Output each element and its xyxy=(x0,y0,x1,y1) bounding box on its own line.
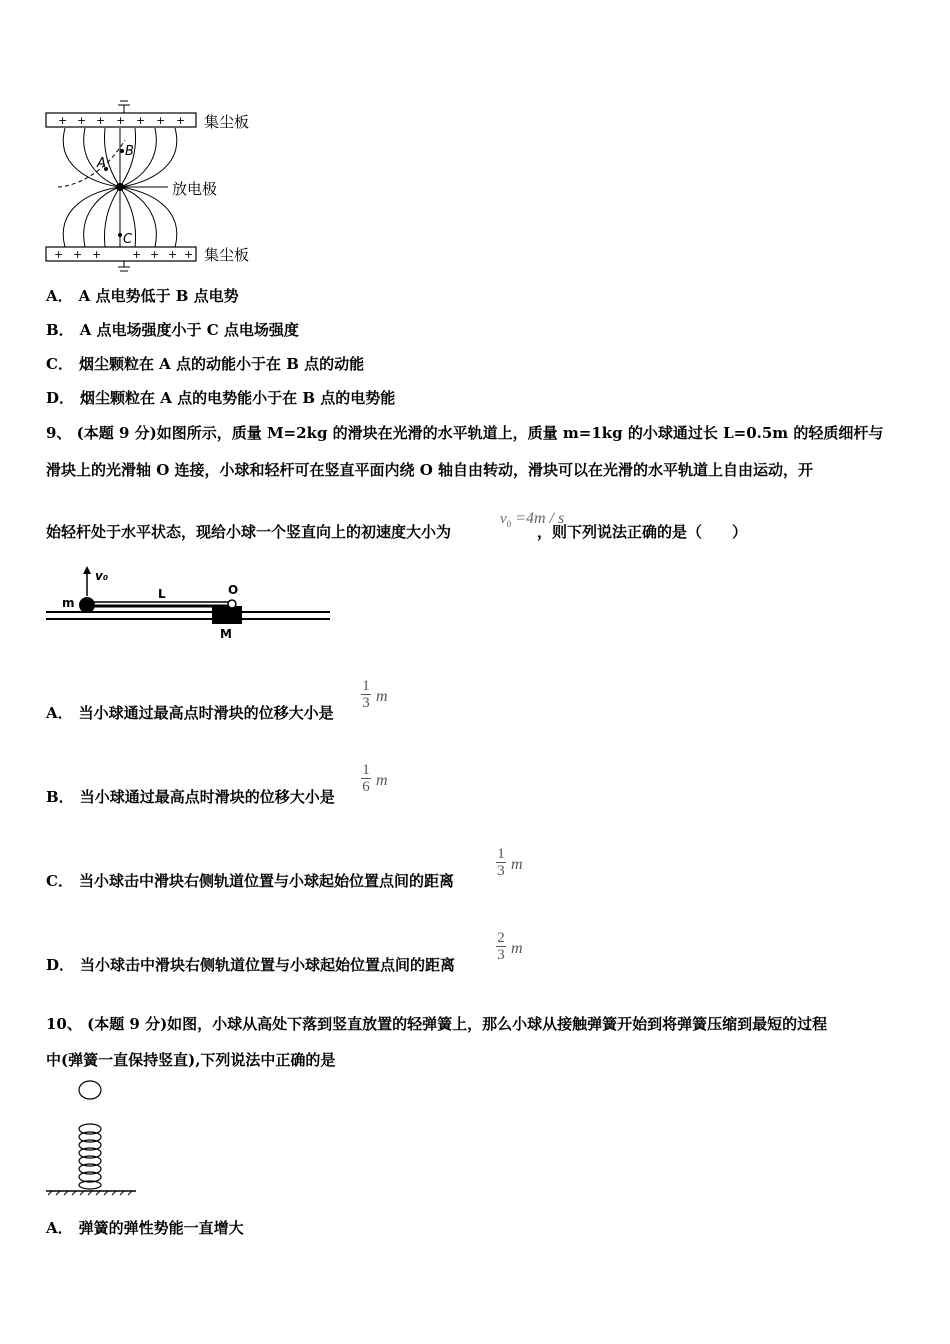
top-plate-label: 集尘板 xyxy=(204,113,250,131)
svg-text:+: + xyxy=(136,114,146,127)
svg-text:+: + xyxy=(132,248,142,261)
q9-option-d: D． 当小球击中滑块右侧轨道位置与小球起始位置点间的距离 xyxy=(46,956,456,974)
q8-option-d: D． 烟尘颗粒在 A 点的电势能小于在 B 点的电势能 xyxy=(46,389,396,407)
bottom-plate-label: 集尘板 xyxy=(204,246,250,264)
q9-stem-line3: 始轻杆处于水平状态，现给小球一个竖直向上的初速度大小为 ，则下列说法正确的是（ ） xyxy=(46,523,748,541)
q8-option-b: B． A 点电场强度小于 C 点电场强度 xyxy=(46,321,299,339)
svg-text:+: + xyxy=(92,248,102,261)
q9-option-d-fraction: 2 3 xyxy=(497,930,505,963)
svg-text:+: + xyxy=(77,114,87,127)
q9-option-b: B． 当小球通过最高点时滑块的位移大小是 xyxy=(46,788,335,806)
svg-text:+: + xyxy=(156,114,166,127)
mass-m-label: m xyxy=(62,596,75,610)
q9-stem-line1: 9、 (本题 9 分)如图所示，质量 M=2kg 的滑块在光滑的水平轨道上，质量 m=1kg 的小球通过长 L=0.5m 的轻质细杆与 xyxy=(46,424,884,442)
q9-option-c: C． 当小球击中滑块右侧轨道位置与小球起始位置点间的距离 xyxy=(46,872,454,890)
q9-stem-line2: 滑块上的光滑轴 O 连接，小球和轻杆可在竖直平面内绕 O 轴自由转动，滑块可以在光滑的水平轨道上自由运动，开 xyxy=(46,461,814,479)
q9-option-a-fraction: 1 3 xyxy=(362,678,370,711)
spring-ball-figure xyxy=(42,1076,142,1198)
q9-option-c-unit: m xyxy=(511,856,523,873)
q10-option-a: A． 弹簧的弹性势能一直增大 xyxy=(46,1219,244,1237)
bottom-plate-charges xyxy=(54,248,193,261)
q9-velocity-formula: $v_0 =4m / s$ xyxy=(500,510,565,529)
svg-text:+: + xyxy=(96,114,106,127)
svg-text:+: + xyxy=(168,248,178,261)
electrode-label: 放电极 xyxy=(172,180,218,198)
svg-text:+: + xyxy=(54,248,64,261)
axis-o-label: O xyxy=(228,583,239,597)
mass-big-m-label: M xyxy=(220,627,232,641)
slider-rod-figure xyxy=(40,562,340,644)
v0-label: v₀ xyxy=(95,569,109,583)
length-l-label: L xyxy=(158,587,166,601)
q9-option-d-unit: m xyxy=(511,940,523,957)
q9-option-a-unit: m xyxy=(376,688,388,705)
svg-text:+: + xyxy=(184,248,194,261)
svg-text:+: + xyxy=(73,248,83,261)
top-plate-charges xyxy=(58,114,185,127)
svg-text:+: + xyxy=(150,248,160,261)
svg-text:+: + xyxy=(116,114,126,127)
q8-option-a: A． A 点电势低于 B 点电势 xyxy=(46,287,239,305)
q9-option-a: A． 当小球通过最高点时滑块的位移大小是 xyxy=(46,704,334,722)
q8-option-c: C． 烟尘颗粒在 A 点的动能小于在 B 点的动能 xyxy=(46,355,365,373)
svg-text:+: + xyxy=(176,114,186,127)
svg-text:+: + xyxy=(58,114,68,127)
q9-option-b-fraction: 1 6 xyxy=(362,762,370,795)
q10-stem-line2: 中(弹簧一直保持竖直),下列说法中正确的是 xyxy=(46,1051,336,1069)
point-b-label: B xyxy=(125,144,134,159)
q10-stem-line1: 10、 (本题 9 分)如图，小球从高处下落到竖直放置的轻弹簧上，那么小球从接触弹簧开始到将弹簧压缩到最短的过程 xyxy=(46,1015,828,1033)
point-c-label: C xyxy=(123,232,133,247)
point-a-label: A xyxy=(97,156,106,171)
q9-option-b-unit: m xyxy=(376,772,388,789)
precipitator-figure xyxy=(40,95,280,275)
q9-option-c-fraction: 1 3 xyxy=(497,846,505,879)
